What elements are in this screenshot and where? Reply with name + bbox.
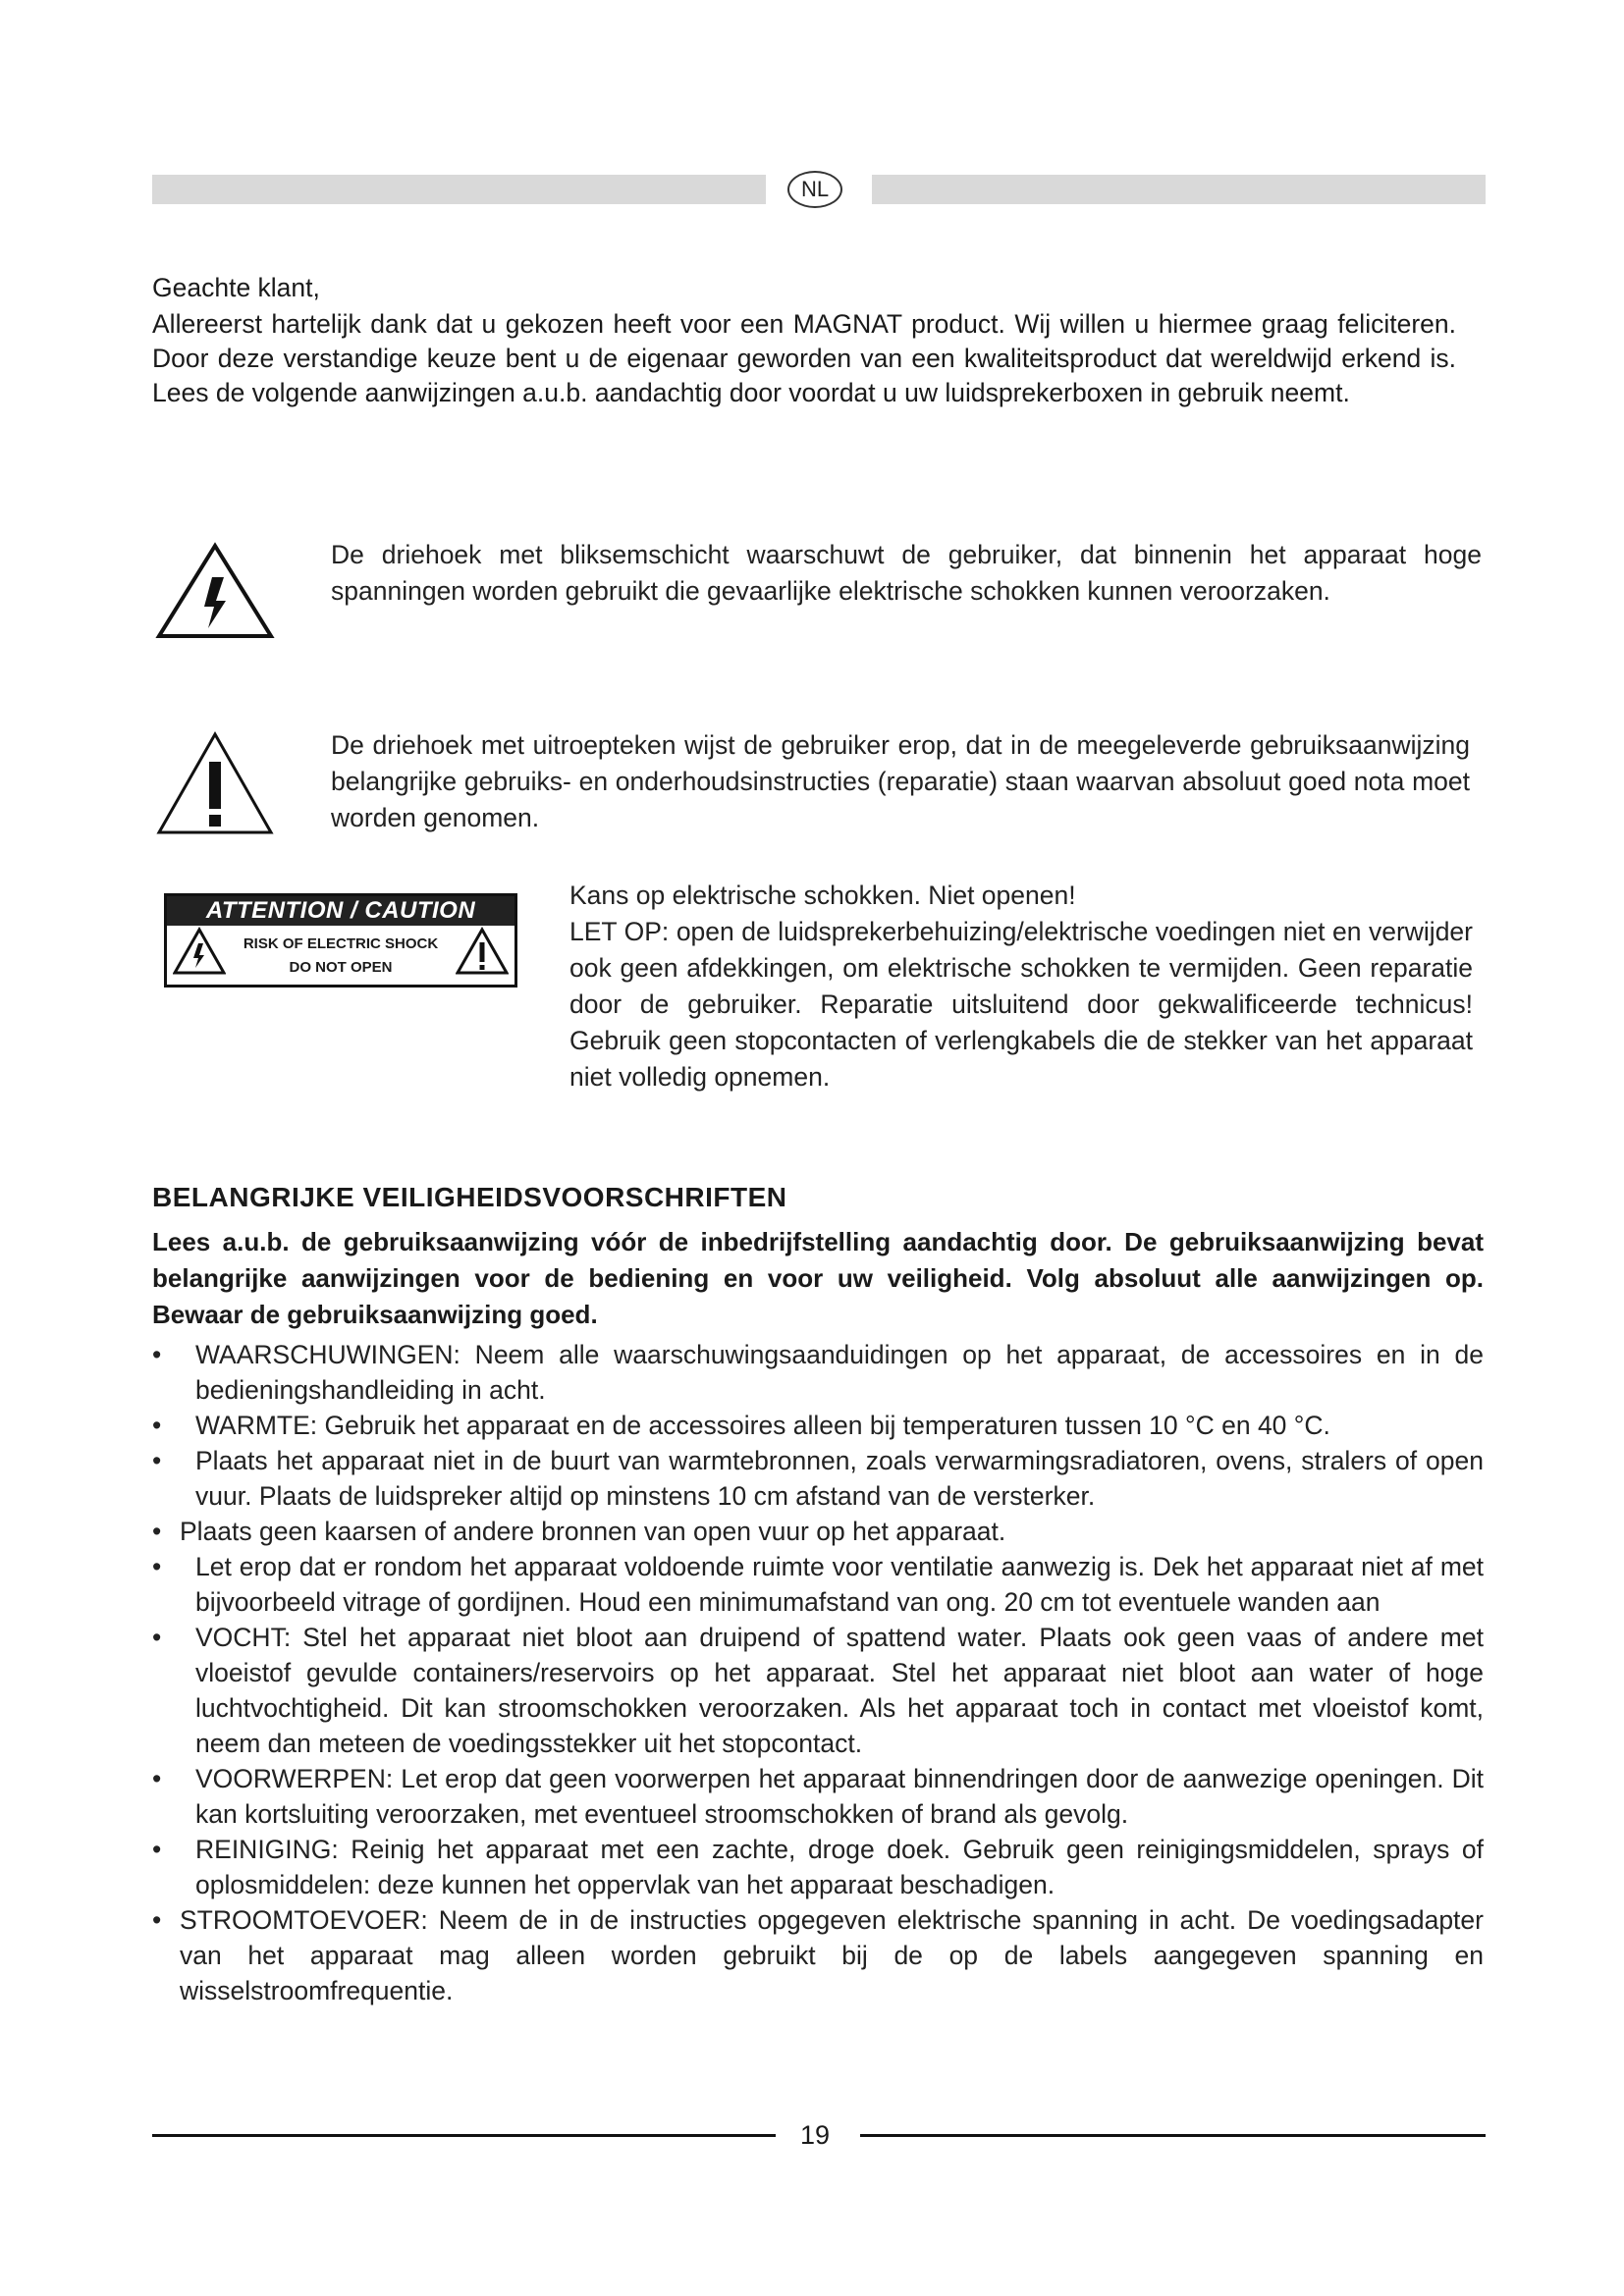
bullet-icon: • bbox=[152, 1835, 162, 1864]
caution-label bbox=[164, 893, 517, 988]
bullet-icon: • bbox=[152, 1517, 162, 1546]
exclamation-icon bbox=[456, 927, 509, 981]
caution-text-line-1: Kans op elektrische schokken. Niet openen! bbox=[569, 881, 1076, 910]
caution-text bbox=[569, 878, 1473, 1095]
list-item: • Plaats het apparaat niet in de buurt van warmtebronnen, zoals verwarmingsradiatoren, ovens, stralers of open vuur. Plaats de luidspreker altijd op minstens 10 cm afstand van de versterker. bbox=[152, 1443, 1484, 1514]
intro-section bbox=[152, 271, 1456, 410]
lightning-icon bbox=[173, 927, 226, 981]
footer-line-left bbox=[152, 2134, 776, 2137]
list-item: • WAARSCHUWINGEN: Neem alle waarschuwingsaanduidingen op het apparaat, de accessoires en in de bedieningshandleiding in acht. bbox=[152, 1337, 1484, 1408]
lightning-warning-icon bbox=[155, 542, 275, 645]
lightning-warning-text: De driehoek met bliksemschicht waarschuwt de gebruiker, dat binnenin het apparaat hoge spanningen worden gebruikt die gevaarlijke elektrische schokken kunnen veroorzaken. bbox=[331, 540, 1482, 606]
section-title: BELANGRIJKE VEILIGHEIDSVOORSCHRIFTEN bbox=[152, 1182, 787, 1212]
bullet-icon: • bbox=[152, 1552, 162, 1581]
caution-line-1: RISK OF ELECTRIC SHOCK bbox=[243, 935, 439, 952]
list-item: • STROOMTOEVOER: Neem de in de instructies opgegeven elektrische spanning in acht. De voedingsadapter van het apparaat mag alleen worden gebruikt bij de op de labels aangegeven spanning en wisselstroomfrequentie. bbox=[152, 1902, 1484, 2008]
footer-line-right bbox=[860, 2134, 1486, 2137]
bullet-icon: • bbox=[152, 1340, 162, 1369]
intro-paragraph: Allereerst hartelijk dank dat u gekozen heeft voor een MAGNAT product. Wij willen u hiermee graag feliciteren. Door deze verstandige keuze bent u de eigenaar geworden van een kwaliteitsproduct dat wereldwijd erkend is. Lees de volgende aanwijzingen a.u.b. aandachtig door voordat u uw luidsprekerboxen in gebruik neemt. bbox=[152, 309, 1456, 407]
list-item: • Plaats geen kaarsen of andere bronnen van open vuur op het apparaat. bbox=[152, 1514, 1484, 1549]
safety-lead: Lees a.u.b. de gebruiksaanwijzing vóór de inbedrijfstelling aandachtig door. De gebruiksaanwijzing bevat belangrijke aanwijzingen voor de bediening en voor uw veiligheid. Volg absoluut alle aanwijzingen op. Bewaar de gebruiksaanwijzing goed. bbox=[152, 1227, 1484, 1329]
bullet-icon: • bbox=[152, 1905, 162, 1935]
caution-title: ATTENTION / CAUTION bbox=[167, 896, 514, 926]
salutation: Geachte klant, bbox=[152, 273, 320, 302]
caution-text-paragraph: LET OP: open de luidsprekerbehuizing/elektrische voedingen niet en verwijder ook geen afdekkingen, om elektrische schokken te vermijden. Geen reparatie door de gebruiker. Reparatie uitsluitend door gekwalificeerde technicus! Gebruik geen stopcontacten of verlengkabels die de stekker van het apparaat niet volledig opnemen. bbox=[569, 917, 1473, 1092]
caution-line-2: DO NOT OPEN bbox=[289, 959, 393, 976]
list-item: • VOCHT: Stel het apparaat niet bloot aan druipend of spattend water. Plaats ook geen vaas of andere met vloeistof gevulde containers/reservoirs op het apparaat. Stel het apparaat niet bloot aan water of hoge luchtvochtigheid. Dit kan stroomschokken veroorzaken. Als het apparaat toch in contact met vloeistof komt, neem dan meteen de voedingsstekker uit het stopcontact. bbox=[152, 1620, 1484, 1761]
list-item: • REINIGING: Reinig het apparaat met een zachte, droge doek. Gebruik geen reinigingsmiddelen, sprays of oplosmiddelen: deze kunnen het oppervlak van het apparaat beschadigen. bbox=[152, 1832, 1484, 1902]
header-bar-right bbox=[872, 175, 1486, 204]
list-item: • WARMTE: Gebruik het apparaat en de accessoires alleen bij temperaturen tussen 10 °C en 40 °C. bbox=[152, 1408, 1484, 1443]
list-item: • Let erop dat er rondom het apparaat voldoende ruimte voor ventilatie aanwezig is. Dek het apparaat niet af met bijvoorbeeld vitrage of gordijnen. Houd een minimumafstand van ong. 20 cm tot eventuele wanden aan bbox=[152, 1549, 1484, 1620]
exclamation-warning-icon bbox=[155, 730, 275, 841]
bullet-icon: • bbox=[152, 1411, 162, 1440]
bullet-icon: • bbox=[152, 1446, 162, 1475]
exclamation-warning-text: De driehoek met uitroepteken wijst de gebruiker erop, dat in de meegeleverde gebruiksaanwijzing belangrijke gebruiks- en onderhoudsinstructies (reparatie) staan waarvan absoluut goed nota moet worden genomen. bbox=[331, 730, 1470, 832]
bullet-icon: • bbox=[152, 1764, 162, 1793]
list-item: • VOORWERPEN: Let erop dat geen voorwerpen het apparaat binnendringen door de aanwezige openingen. Dit kan kortsluiting veroorzaken, met eventueel stroomschokken of brand als gevolg. bbox=[152, 1761, 1484, 1832]
language-badge: NL bbox=[787, 171, 842, 208]
page-number: 19 bbox=[799, 2120, 831, 2150]
bullet-icon: • bbox=[152, 1623, 162, 1652]
header-bar-left bbox=[152, 175, 766, 204]
safety-list bbox=[152, 1337, 1484, 2008]
